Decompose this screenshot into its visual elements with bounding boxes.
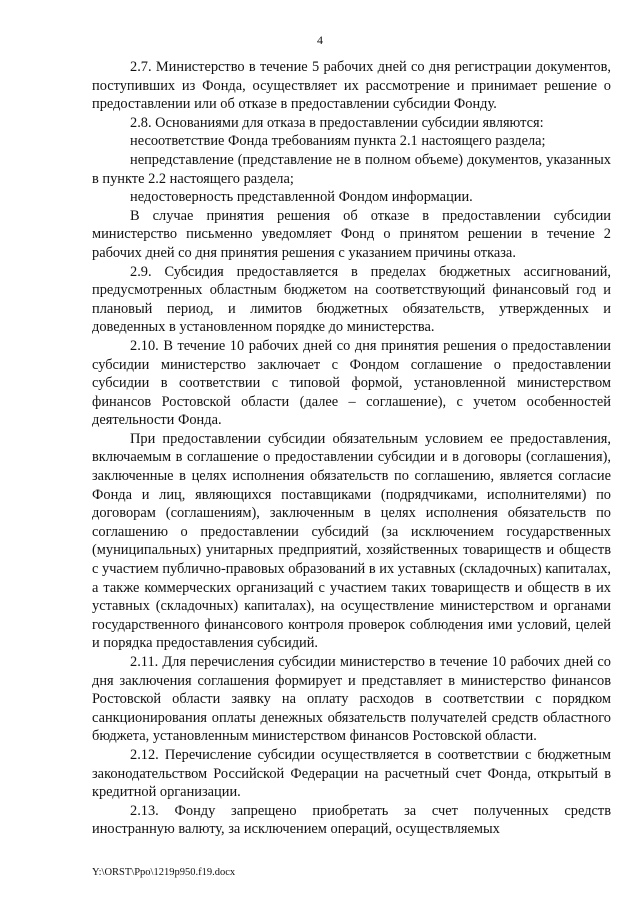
footer-file-path: Y:\ORST\Ppo\1219p950.f19.docx bbox=[92, 867, 236, 878]
paragraph-refusal-ground-2: непредставление (представление не в полном объеме) документов, указанных в пункте 2.2 настоящего раздела; bbox=[92, 151, 611, 187]
paragraph-2-12: 2.12. Перечисление субсидии осуществляется в соответствии с бюджетным законодательством Российской Федерации на расчетный счет Фонда, открытый в кредитной организации. bbox=[92, 746, 611, 801]
paragraph-2-8: 2.8. Основаниями для отказа в предоставлении субсидии являются: bbox=[130, 114, 544, 131]
paragraph-mandatory-condition: При предоставлении субсидии обязательным условием ее предоставления, включаемым в соглашение о предоставлении субсидии и в договоры (соглашения), заключенные в целях исполнения обязательств по соглашению, является согласие Фонда и лиц, являющихся поставщиками (подрядчиками, исполнителями) по договорам (соглашениям), заключенным в целях исполнения обязательств по соглашению о предоставлении субсидий (за исключением государственных (муниципальных) унитарных предприятий, хозяйственных товариществ и обществ с участием публично-правовых образований в их уставных (складочных) капиталах, а также коммерческих организаций с участием таких товариществ и обществ в их уставных (складочных) капиталах), на осуществление министерством и органами государственного финансового контроля проверок соблюдения ими условий, целей и порядка предоставления субсидий. bbox=[92, 430, 611, 652]
page-number: 4 bbox=[317, 33, 323, 47]
paragraph-refusal-ground-1: несоответствие Фонда требованиям пункта 2.1 настоящего раздела; bbox=[130, 133, 546, 150]
paragraph-2-7: 2.7. Министерство в течение 5 рабочих дней со дня регистрации документов, поступивших из Фонда, осуществляет их рассмотрение и принимает решение о предоставлении или об отказе в предоставлении субсидии Фонду. bbox=[92, 59, 611, 113]
paragraph-2-11: 2.11. Для перечисления субсидии министерство в течение 10 рабочих дней со дня заключения соглашения формирует и представляет в министерство финансов Ростовской области заявку на оплату расходов в соответствии с порядком санкционирования оплаты денежных обязательств получателей средств областного бюджета, установленным министерством финансов Ростовской области. bbox=[92, 654, 611, 745]
document-body bbox=[92, 58, 611, 839]
paragraph-refusal-notice: В случае принятия решения об отказе в предоставлении субсидии министерство письменно уведомляет Фонд о принятом решении в течение 2 рабочих дней со дня принятия решения с указанием причины отказа. bbox=[92, 207, 611, 261]
paragraph-refusal-ground-3: недостоверность представленной Фондом информации. bbox=[130, 189, 473, 206]
paragraph-2-10: 2.10. В течение 10 рабочих дней со дня принятия решения о предоставлении субсидии министерство заключает с Фондом соглашение о предоставлении субсидии в соответствии с типовой формой, установленной министерством финансов Ростовской области (далее – соглашение), с учетом особенностей деятельности Фонда. bbox=[92, 337, 611, 429]
paragraph-2-9: 2.9. Субсидия предоставляется в пределах бюджетных ассигнований, предусмотренных областным бюджетом на соответствующий финансовый год и плановый период, и лимитов бюджетных обязательств, утвержденных и доведенных в установленном порядке до министерства. bbox=[92, 263, 611, 336]
paragraph-2-13: 2.13. Фонду запрещено приобретать за счет полученных средств иностранную валюту, за исключением операций, осуществляемых bbox=[92, 802, 611, 838]
